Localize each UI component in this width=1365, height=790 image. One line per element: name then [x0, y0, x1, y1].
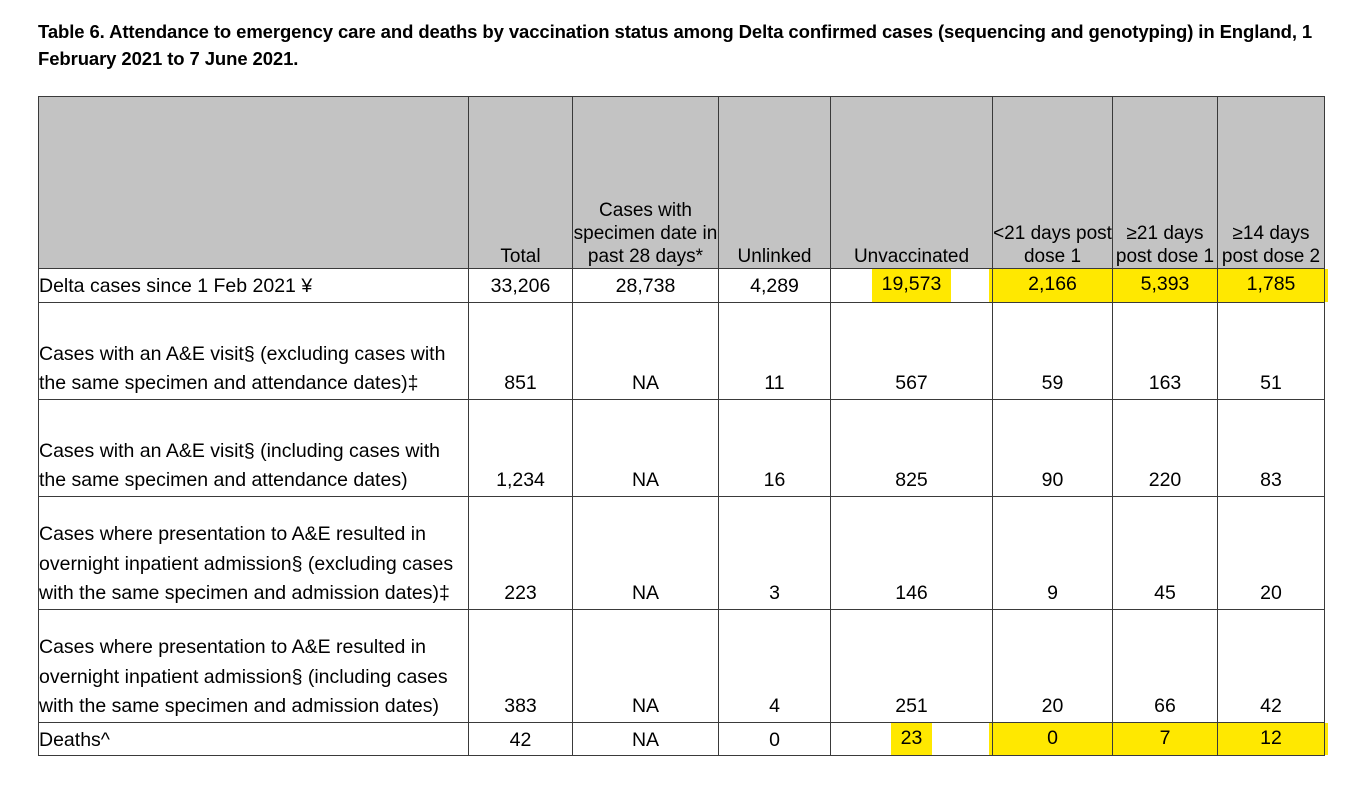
cell-under-21-days-dose-1: 90	[993, 399, 1113, 496]
cell-total: 851	[469, 302, 573, 399]
cell-over-14-days-dose-2	[1218, 269, 1325, 303]
cell-specimen-28-days: NA	[573, 496, 719, 609]
cell-over-21-days-dose-1: 163	[1113, 302, 1218, 399]
table-body	[39, 269, 1325, 756]
cell-over-14-days-dose-2: 20	[1218, 496, 1325, 609]
cell-unvaccinated: 146	[831, 496, 993, 609]
cell-unlinked: 0	[719, 722, 831, 756]
table-row	[39, 399, 1325, 496]
cell-total: 33,206	[469, 269, 573, 303]
table-6	[38, 96, 1325, 756]
row-label: Cases where presentation to A&E resulted in overnight inpatient admission§ (excluding cases with the same specimen and admission dates)‡	[39, 496, 469, 609]
table-row	[39, 269, 1325, 303]
row-label: Delta cases since 1 Feb 2021 ¥	[39, 269, 469, 303]
column-header-total: Total	[469, 97, 573, 269]
cell-over-14-days-dose-2: 51	[1218, 302, 1325, 399]
cell-over-14-days-dose-2: 83	[1218, 399, 1325, 496]
table-row	[39, 496, 1325, 609]
cell-total: 223	[469, 496, 573, 609]
column-header-corner	[39, 97, 469, 269]
row-label: Cases with an A&E visit§ (excluding cases with the same specimen and attendance dates)‡	[39, 302, 469, 399]
cell-over-21-days-dose-1: 220	[1113, 399, 1218, 496]
cell-unlinked: 11	[719, 302, 831, 399]
cell-unlinked: 4,289	[719, 269, 831, 303]
cell-over-21-days-dose-1	[1113, 269, 1218, 303]
cell-over-14-days-dose-2	[1218, 722, 1325, 756]
cell-under-21-days-dose-1: 59	[993, 302, 1113, 399]
highlighted-value: 0	[989, 723, 1116, 756]
column-header-specimen-28-days: Cases with specimen date in past 28 days*	[573, 97, 719, 269]
highlighted-value: 23	[891, 723, 933, 756]
cell-specimen-28-days: NA	[573, 609, 719, 722]
cell-unlinked: 3	[719, 496, 831, 609]
page-title: Table 6. Attendance to emergency care and deaths by vaccination status among Delta confirmed cases (sequencing and genotyping) in England, 1 February 2021 to 7 June 2021.	[38, 21, 1313, 69]
cell-specimen-28-days: NA	[573, 722, 719, 756]
highlighted-value: 7	[1109, 723, 1221, 756]
cell-under-21-days-dose-1	[993, 722, 1113, 756]
cell-unvaccinated: 825	[831, 399, 993, 496]
column-header-over-21-days-dose-1: ≥21 days post dose 1	[1113, 97, 1218, 269]
cell-unvaccinated: 251	[831, 609, 993, 722]
table-row	[39, 302, 1325, 399]
column-header-unvaccinated: Unvaccinated	[831, 97, 993, 269]
cell-total: 383	[469, 609, 573, 722]
cell-over-21-days-dose-1: 45	[1113, 496, 1218, 609]
cell-unvaccinated	[831, 722, 993, 756]
highlighted-value: 1,785	[1214, 269, 1328, 302]
cell-specimen-28-days: NA	[573, 399, 719, 496]
cell-over-21-days-dose-1: 66	[1113, 609, 1218, 722]
row-label: Cases where presentation to A&E resulted in overnight inpatient admission§ (including cases with the same specimen and admission dates)	[39, 609, 469, 722]
highlighted-value: 19,573	[872, 269, 952, 302]
cell-total: 42	[469, 722, 573, 756]
cell-under-21-days-dose-1	[993, 269, 1113, 303]
row-label: Deaths^	[39, 722, 469, 756]
cell-specimen-28-days: NA	[573, 302, 719, 399]
column-header-unlinked: Unlinked	[719, 97, 831, 269]
cell-total: 1,234	[469, 399, 573, 496]
column-header-under-21-days-dose-1: <21 days post dose 1	[993, 97, 1113, 269]
column-header-over-14-days-dose-2: ≥14 days post dose 2	[1218, 97, 1325, 269]
highlighted-value: 2,166	[989, 269, 1116, 302]
table-header-row	[39, 97, 1325, 269]
highlighted-value: 12	[1214, 723, 1328, 756]
cell-under-21-days-dose-1: 9	[993, 496, 1113, 609]
table-row	[39, 722, 1325, 756]
table-header	[39, 97, 1325, 269]
cell-specimen-28-days: 28,738	[573, 269, 719, 303]
cell-unlinked: 16	[719, 399, 831, 496]
cell-unvaccinated: 567	[831, 302, 993, 399]
row-label: Cases with an A&E visit§ (including cases with the same specimen and attendance dates)	[39, 399, 469, 496]
cell-unvaccinated	[831, 269, 993, 303]
cell-unlinked: 4	[719, 609, 831, 722]
cell-under-21-days-dose-1: 20	[993, 609, 1113, 722]
highlighted-value: 5,393	[1109, 269, 1221, 302]
cell-over-14-days-dose-2: 42	[1218, 609, 1325, 722]
cell-over-21-days-dose-1	[1113, 722, 1218, 756]
table-row	[39, 609, 1325, 722]
